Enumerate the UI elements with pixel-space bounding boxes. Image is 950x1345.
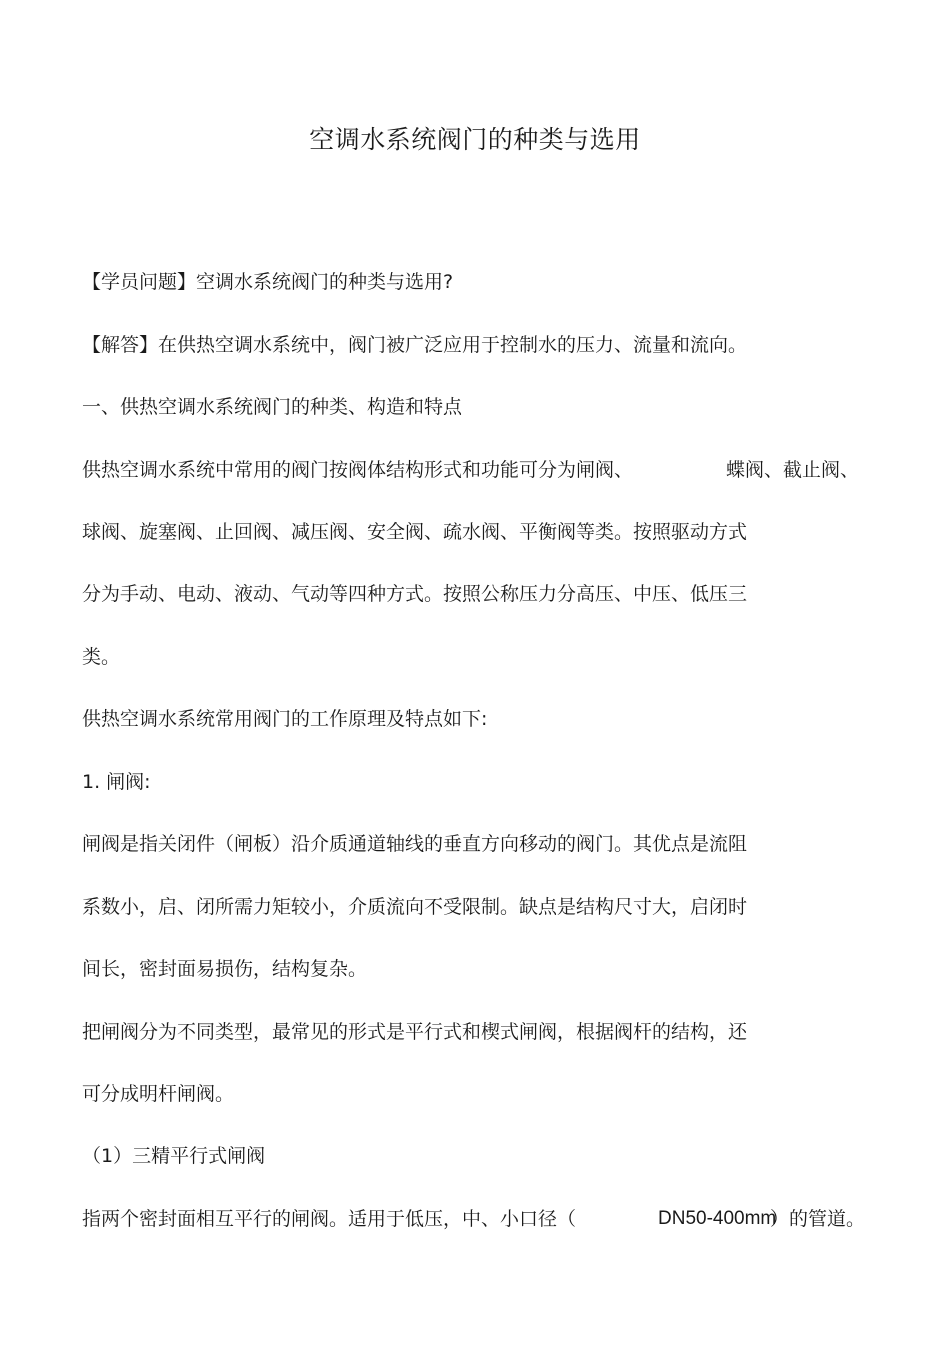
answer-line: 【解答】在供热空调水系统中，阀门被广泛应用于控制水的压力、流量和流向。 [82,334,748,356]
paragraph-line: 分为手动、电动、液动、气动等四种方式。按照公称压力分高压、中压、低压三 [82,583,748,605]
paragraph-line-tail: 蝶阀、截止阀、 [726,459,860,481]
item-heading: （1）三精平行式闸阀 [82,1145,266,1167]
paragraph-line-tail: ）的管道。 [770,1208,866,1230]
subsection-heading: 1. 闸阀: [82,771,151,793]
paragraph-line: 球阀、旋塞阀、止回阀、减压阀、安全阀、疏水阀、平衡阀等类。按照驱动方式 [82,521,748,543]
section-heading: 一、供热空调水系统阀门的种类、构造和特点 [82,396,463,418]
paragraph-line: 类。 [82,646,121,668]
paragraph-line: 供热空调水系统常用阀门的工作原理及特点如下: [82,708,488,730]
document-title: 空调水系统阀门的种类与选用 [309,125,641,154]
pipe-size-range: DN50-400mm [658,1208,777,1229]
paragraph-line: 闸阀是指关闭件（闸板）沿介质通道轴线的垂直方向移动的阀门。其优点是流阻 [82,833,748,855]
question-line: 【学员问题】空调水系统阀门的种类与选用? [82,271,454,293]
paragraph-line: 供热空调水系统中常用的阀门按阀体结构形式和功能可分为闸阀、 [82,459,634,481]
paragraph-line: 把闸阀分为不同类型，最常见的形式是平行式和楔式闸阀，根据阀杆的结构，还 [82,1021,748,1043]
paragraph-line: 系数小，启、闭所需力矩较小，介质流向不受限制。缺点是结构尺寸大，启闭时 [82,896,748,918]
paragraph-line: 间长，密封面易损伤，结构复杂。 [82,958,368,980]
paragraph-line: 可分成明杆闸阀。 [82,1083,235,1105]
paragraph-line: 指两个密封面相互平行的闸阀。适用于低压，中、小口径（ [82,1208,577,1230]
